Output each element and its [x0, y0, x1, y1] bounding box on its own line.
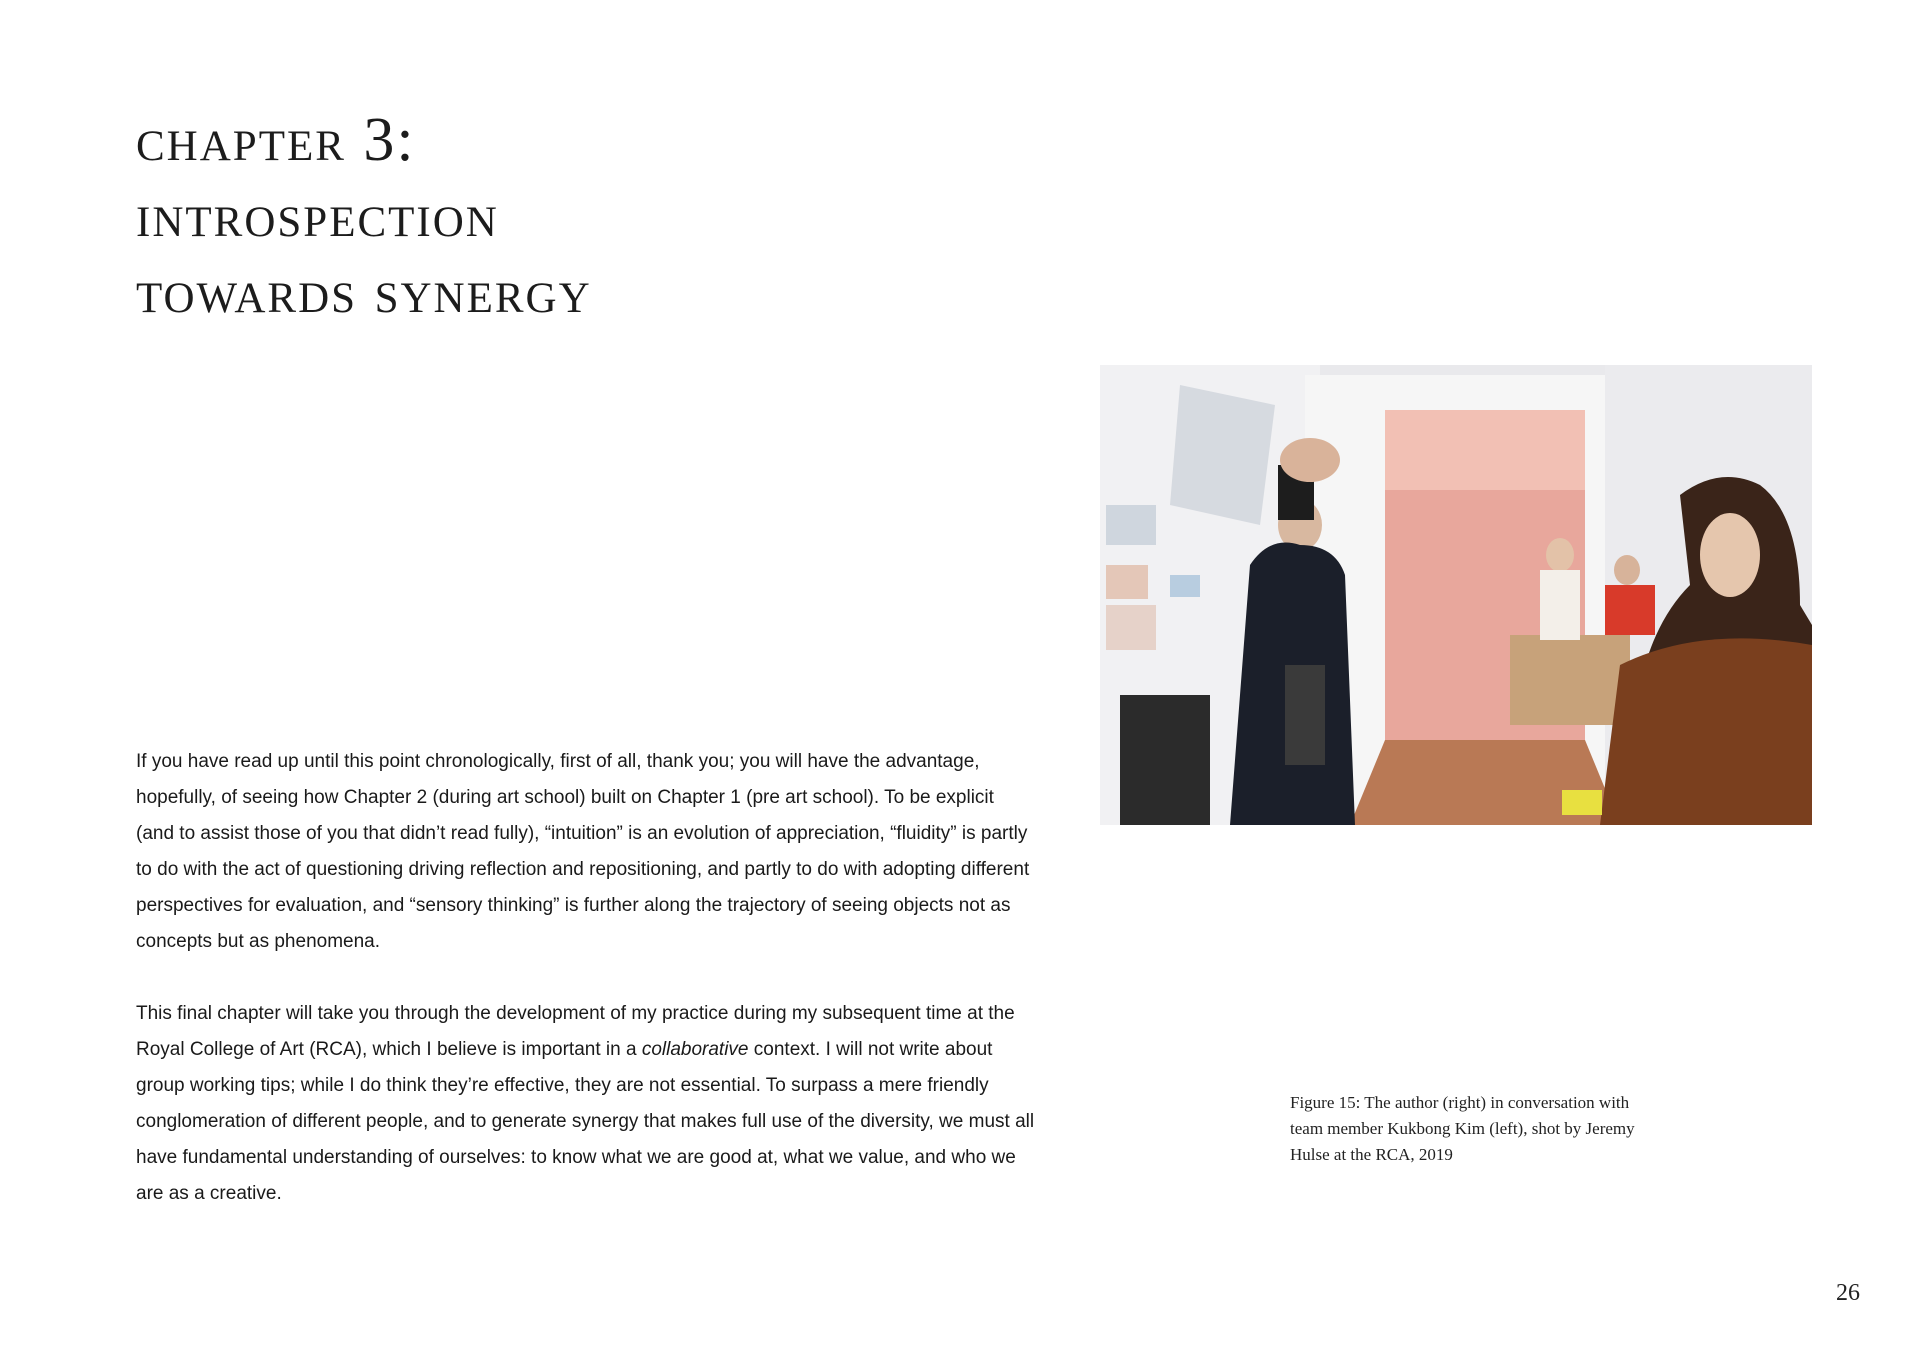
body-paragraph-1: If you have read up until this point chronologically, first of all, thank you; you will have the advantage, hopefully, of seeing how Chapter 2 (during art school) built on Chapter 1 (pre art school). To be explicit (and to assist those of you that didn’t read fully), “intuition” is an evolution of appreciation, “fluidity” is partly to do with the act of questioning driving reflection and repositioning, and partly to do with adopting different perspectives for evaluation, and “sensory thinking” is further along the trajectory of seeing objects not as concepts but as phenomena. — [136, 751, 1030, 952]
photo-illustration — [1100, 365, 1812, 825]
body-paragraph-2 — [136, 996, 1036, 1212]
body-text — [136, 744, 1036, 1248]
figure-caption: Figure 15: The author (right) in conversation with team member Kukbong Kim (left), shot by Jeremy Hulse at the RCA, 2019 — [1290, 1093, 1635, 1164]
chapter-title — [136, 102, 1036, 330]
chapter-title-line-1: chapter 3: — [136, 106, 416, 174]
paragraph-2-emphasis: collaborative — [641, 1039, 749, 1060]
chapter-title-line-2: introspection — [136, 182, 499, 250]
figure-photo — [1100, 365, 1812, 825]
page-number: 26 — [1836, 1280, 1860, 1306]
paragraph-2-text-end: context. I will not write about group working tips; while I do think they’re effective, they are not essential. To surpass a mere friendly conglomeration of different people, and to generate synergy that makes full use of the diversity, we must all have fundamental understanding of ourselves: to know what we are good at, what we value, and who we are as a creative. — [136, 1039, 1035, 1204]
paragraph-2-text-start: This final chapter will take you through the development of my practice during my subsequent time at the Royal College of Art (RCA), which I believe is important in a — [136, 1003, 1015, 1060]
chapter-title-line-3: towards synergy — [136, 258, 592, 326]
